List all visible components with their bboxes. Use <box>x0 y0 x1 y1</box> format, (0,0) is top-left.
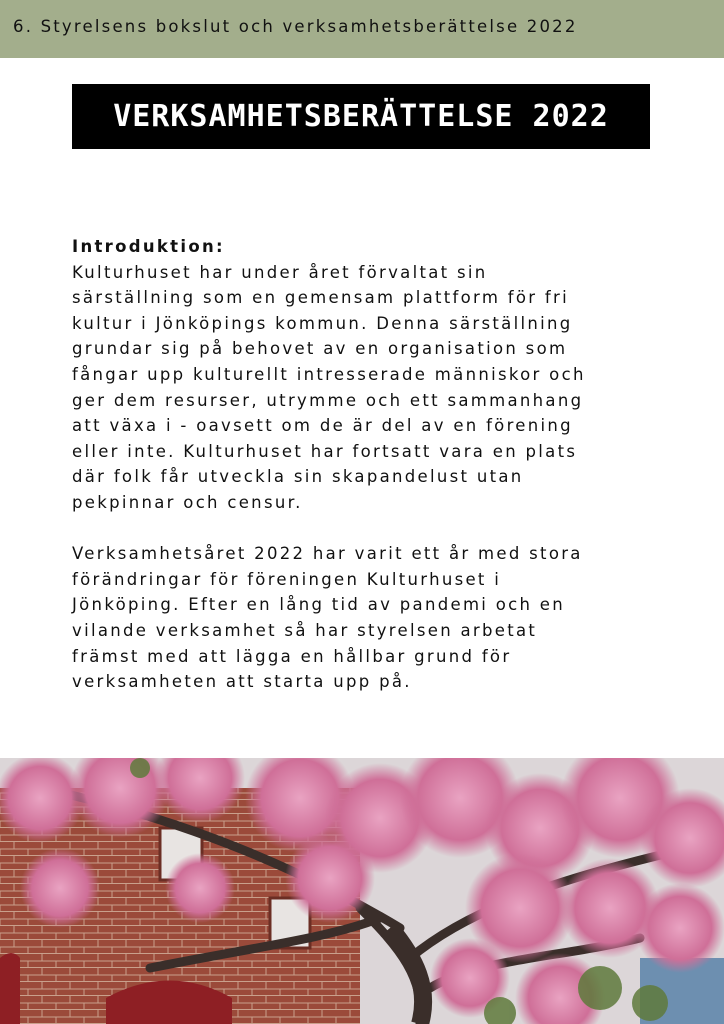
intro-line: grundar sig på behovet av en organisation som <box>72 339 568 359</box>
year-line: vilande verksamhet så har styrelsen arbetat <box>72 620 538 640</box>
intro-line: särställning som en gemensam plattform för fri <box>72 288 569 308</box>
intro-heading: Introduktion: <box>72 237 225 256</box>
cherry-blossom-photo <box>0 758 724 1024</box>
intro-line: kultur i Jönköpings kommun. Denna särställning <box>72 313 573 333</box>
year-line: verksamheten att starta upp på. <box>72 672 412 692</box>
paragraph-gap <box>72 516 672 542</box>
header-bar <box>0 0 724 58</box>
intro-line: eller inte. Kulturhuset har fortsatt vara en plats <box>72 441 578 461</box>
title-banner <box>72 84 650 149</box>
intro-line: där folk får utveckla sin skapandelust utan <box>72 467 524 487</box>
section-title: 6. Styrelsens bokslut och verksamhetsberättelse 2022 <box>13 17 578 36</box>
intro-line: ger dem resurser, utrymme och ett sammanhang <box>72 390 584 410</box>
year-line: förändringar för föreningen Kulturhuset i <box>72 569 502 589</box>
page-title: VERKSAMHETSBERÄTTELSE 2022 <box>113 99 609 134</box>
intro-line: att växa i - oavsett om de är del av en förening <box>72 416 573 436</box>
year-line: Verksamhetsåret 2022 har varit ett år med stora <box>72 544 583 564</box>
intro-text <box>72 234 672 695</box>
intro-line: Kulturhuset har under året förvaltat sin <box>72 262 488 282</box>
intro-line: pekpinnar och censur. <box>72 492 303 512</box>
year-line: Jönköping. Efter en lång tid av pandemi och en <box>72 595 566 615</box>
year-line: främst med att lägga en hållbar grund för <box>72 646 512 666</box>
intro-line: fångar upp kulturellt intresserade människor och <box>72 364 586 384</box>
